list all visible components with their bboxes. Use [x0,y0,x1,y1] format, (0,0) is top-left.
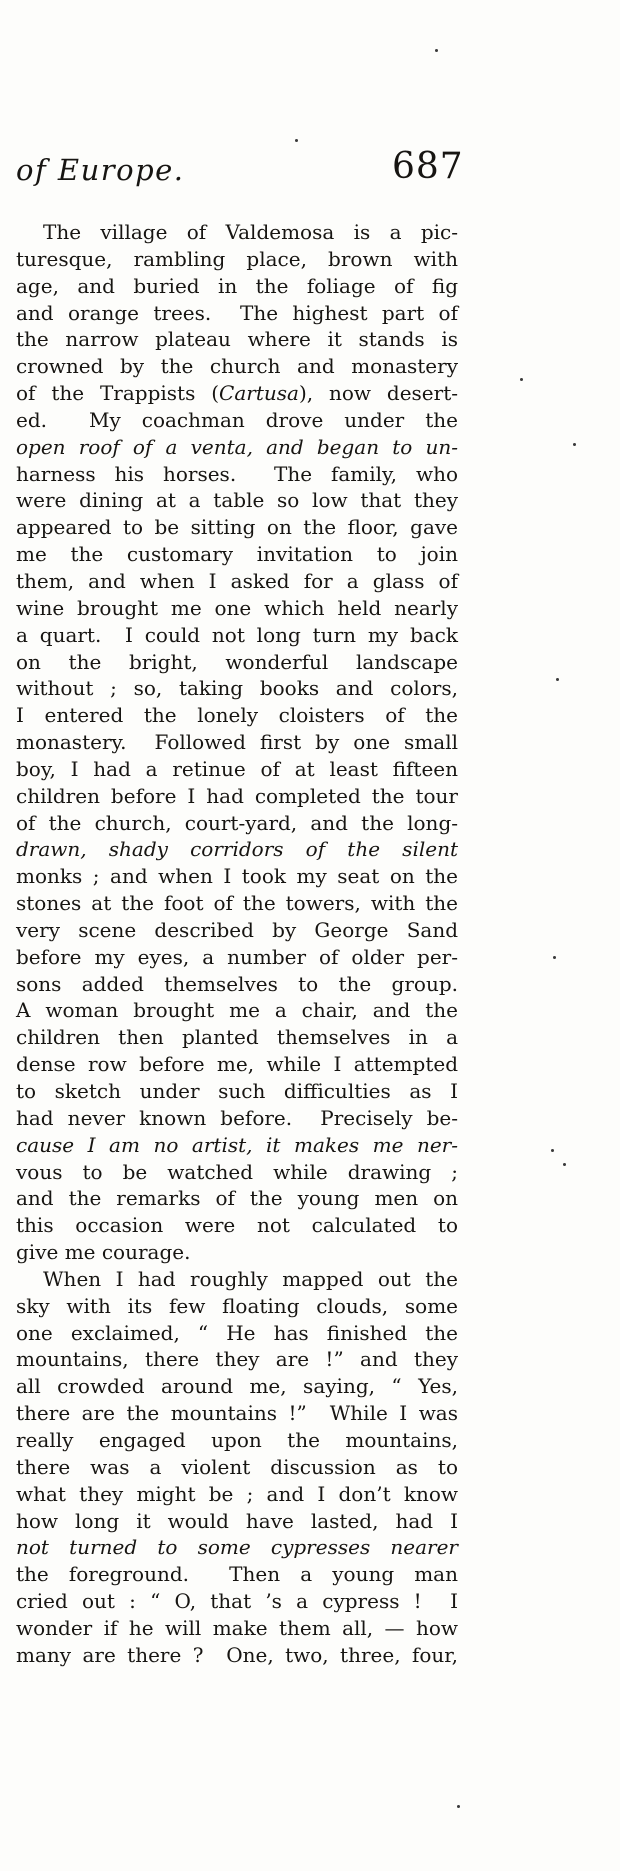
text-line: crowned by the church and monastery [16,354,458,379]
text-line: dense row before me, while I attempted [16,1052,458,1077]
text-line: turesque, rambling place, brown with [16,246,458,271]
text-line: vous to be watched while drawing ; [16,1159,458,1184]
text-line: without ; so, taking books and colors, [16,676,458,701]
text-line: how long it would have lasted, had I [16,1508,458,1533]
text-line: of the church, court-yard, and the long- [16,810,458,835]
paragraph [16,219,458,1266]
text-line: there are the mountains !” While I was [16,1401,458,1426]
scan-speck [520,378,523,381]
text-line: sons added themselves to the group. [16,971,458,996]
scan-speck [295,139,298,142]
text-line: many are there ? One, two, three, four, [16,1642,458,1667]
text-line: the foreground. Then a young man [16,1562,458,1587]
text-line: not turned to some cypresses nearer [16,1535,458,1560]
text-line: there was a violent discussion as to [16,1454,458,1479]
text-line: had never known before. Precisely be- [16,1105,458,1130]
text-line: harness his horses. The family, who [16,461,458,486]
text-line: were dining at a table so low that they [16,488,458,513]
body-text [16,219,458,1669]
text-line: boy, I had a retinue of at least fifteen [16,756,458,781]
scan-speck [563,1163,566,1166]
scan-speck [556,678,559,681]
text-line: sky with its few floating clouds, some [16,1293,458,1318]
text-line: the narrow plateau where it stands is [16,327,458,352]
text-line: and the remarks of the young men on [16,1186,458,1211]
text-line: wine brought me one which held nearly [16,595,458,620]
text-line: A woman brought me a chair, and the [16,998,458,1023]
text-line: monks ; and when I took my seat on the [16,864,458,889]
running-title: of Europe. [16,153,185,187]
text-line: ed. My coachman drove under the [16,407,458,432]
text-line: of the Trappists (Cartusa), now desert- [16,381,458,406]
text-line: a quart. I could not long turn my back [16,622,458,647]
text-line: mountains, there they are !” and they [16,1347,458,1372]
text-line: children before I had completed the tour [16,783,458,808]
text-line: I entered the lonely cloisters of the [16,703,458,728]
text-line: age, and buried in the foliage of fig [16,273,458,298]
paragraph [16,1266,458,1669]
text-line: and orange trees. The highest part of [16,300,458,325]
scan-speck [457,1805,460,1808]
scan-speck [553,956,556,959]
text-line: When I had roughly mapped out the [43,1266,458,1291]
text-line: before my eyes, a number of older per- [16,944,458,969]
text-line: monastery. Followed first by one small [16,730,458,755]
text-line: appeared to be sitting on the floor, gave [16,515,458,540]
text-line: open roof of a venta, and began to un- [16,434,458,459]
text-line: all crowded around me, saying, “ Yes, [16,1374,458,1399]
scan-speck [435,49,438,52]
text-line: The village of Valdemosa is a pic- [43,220,458,244]
text-line: this occasion were not calculated to [16,1213,458,1238]
text-line: wonder if he will make them all, — how [16,1615,458,1640]
text-line: what they might be ; and I don’t know [16,1481,458,1506]
text-line: on the bright, wonderful landscape [16,649,458,674]
text-line: give me courage. [16,1240,191,1265]
text-line: to sketch under such difficulties as I [16,1079,458,1103]
page-number: 687 [392,146,464,187]
text-line: drawn, shady corridors of the silent [16,837,458,862]
scan-speck [551,1149,554,1152]
text-line: stones at the foot of the towers, with the [16,891,458,916]
text-line: them, and when I asked for a glass of [16,568,458,593]
text-line: children then planted themselves in a [16,1025,458,1050]
text-line: cause I am no artist, it makes me ner- [16,1132,458,1157]
text-line: cried out : “ O, that ’s a cypress ! I [16,1589,458,1614]
text-line: very scene described by George Sand [16,917,458,942]
text-line: really engaged upon the mountains, [16,1427,458,1452]
text-line: me the customary invitation to join [16,542,458,567]
scan-speck [573,443,576,446]
text-line: one exclaimed, “ He has finished the [16,1320,458,1345]
